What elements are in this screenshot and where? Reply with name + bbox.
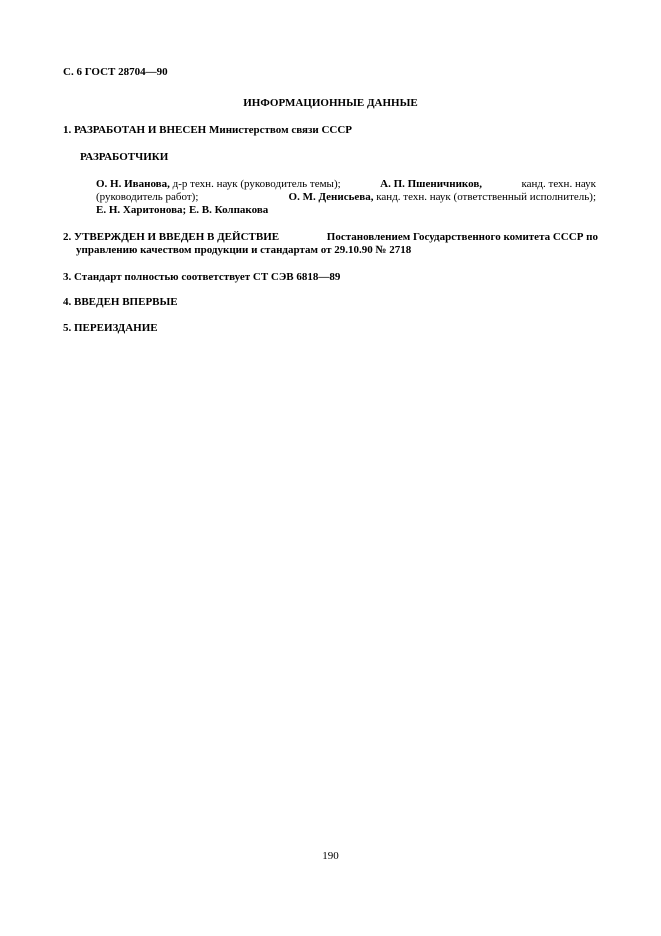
developer-description: (руководитель работ); (96, 191, 199, 203)
developer-description: д-р техн. наук (руководитель темы); (169, 178, 341, 190)
developers-list (96, 178, 596, 217)
page-number: 190 (322, 850, 339, 862)
item-approved (63, 231, 598, 257)
item-reissue: 5. ПЕРЕИЗДАНИЕ (63, 322, 158, 334)
item-developed-by-text: Министерством связи СССР (206, 124, 353, 136)
document-header: С. 6 ГОСТ 28704—90 (63, 66, 168, 78)
item-developed-by (63, 124, 352, 137)
item-first-introduced: 4. ВВЕДЕН ВПЕРВЫЕ (63, 296, 178, 308)
section-title: ИНФОРМАЦИОННЫЕ ДАННЫЕ (243, 97, 418, 109)
developer-name: А. П. Пшеничников, (380, 178, 483, 190)
developer-description: канд. техн. наук (521, 178, 596, 190)
developers-line-3 (96, 204, 596, 217)
item-approved-text-1: Постановлением Государственного комитета СССР по (326, 231, 598, 243)
item-approved-label: 2. УТВЕРЖДЕН И ВВЕДЕН В ДЕЙСТВИЕ (63, 231, 280, 243)
developers-line-1 (96, 178, 596, 191)
developer-name: О. М. Денисьева, (288, 191, 374, 203)
developers-heading: РАЗРАБОТЧИКИ (80, 151, 169, 163)
item-developed-by-label: 1. РАЗРАБОТАН И ВНЕСЕН (63, 124, 207, 136)
item-compliance: 3. Стандарт полностью соответствует СТ СЭВ 6818—89 (63, 271, 341, 283)
item-approved-line-1 (63, 231, 598, 244)
developer-names: Е. Н. Харитонова; Е. В. Колпакова (96, 204, 269, 216)
developer-description: канд. техн. наук (ответственный исполнитель); (373, 191, 596, 203)
developers-line-2 (96, 191, 596, 204)
developer-name: О. Н. Иванова, (96, 178, 170, 190)
item-approved-line-2: управлению качеством продукции и стандартам от 29.10.90 № 2718 (76, 244, 412, 256)
